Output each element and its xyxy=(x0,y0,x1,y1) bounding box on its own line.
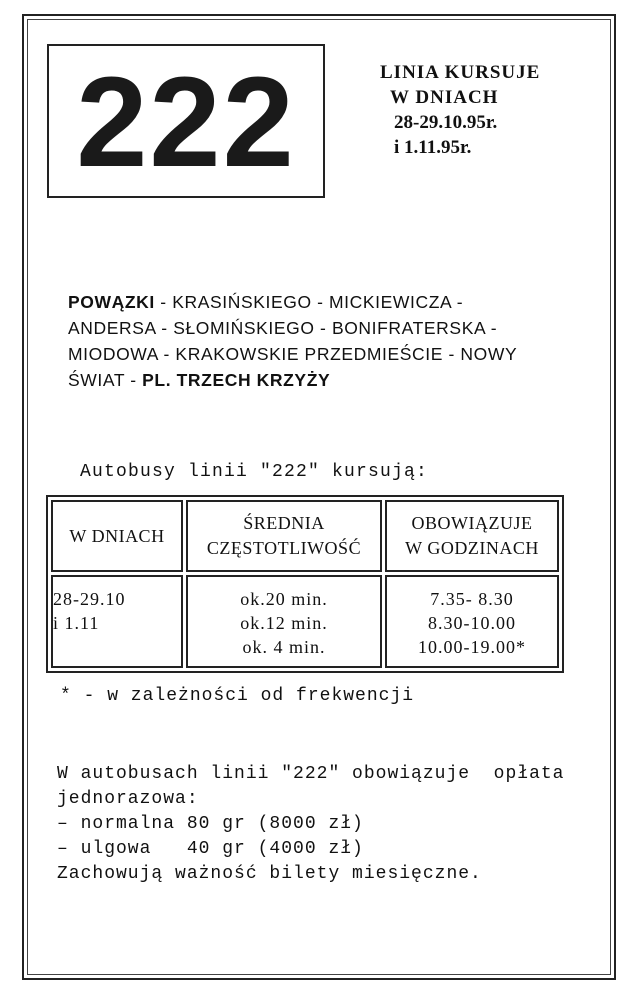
operating-days-line: 28-29.10.95r. xyxy=(394,112,498,133)
operating-days-line: W DNIACH xyxy=(390,87,499,108)
route-segment: PL. TRZECH KRZYŻY xyxy=(142,370,331,390)
fares-line: – ulgowa 40 gr (4000 zł) xyxy=(57,839,364,859)
route-segment: POWĄZKI xyxy=(68,292,155,312)
frequency-value: ok. 4 min. xyxy=(242,637,326,657)
days-value: 28-29.10 xyxy=(53,589,126,609)
hours-value: 10.00-19.00* xyxy=(418,637,526,657)
header-days xyxy=(51,500,183,572)
line-number: 222 xyxy=(76,51,296,194)
route-line xyxy=(68,341,578,367)
hours-value: 8.30-10.00 xyxy=(428,613,516,633)
header-frequency-label: CZĘSTOTLIWOŚĆ xyxy=(206,538,362,558)
operating-days-line: i 1.11.95r. xyxy=(394,137,472,158)
schedule-intro: Autobusy linii "222" kursują: xyxy=(80,462,429,482)
table-row xyxy=(51,575,559,668)
route-line xyxy=(68,367,578,393)
fares-block xyxy=(57,762,564,887)
fares-line: W autobusach linii "222" obowiązuje opłata xyxy=(57,764,565,784)
hours-cell xyxy=(385,575,559,668)
days-value: i 1.11 xyxy=(53,613,100,633)
header-frequency xyxy=(186,500,382,572)
fares-line: – normalna 80 gr (8000 zł) xyxy=(57,814,364,834)
operating-days-block xyxy=(360,60,580,160)
frequency-cell xyxy=(186,575,382,668)
header-frequency-label: ŚREDNIA xyxy=(243,513,325,533)
operating-days-line: LINIA KURSUJE xyxy=(380,62,541,83)
line-number-box xyxy=(47,44,325,198)
fares-line: jednorazowa: xyxy=(57,789,199,809)
frequency-value: ok.20 min. xyxy=(240,589,328,609)
route-segment: - KRASIŃSKIEGO - MICKIEWICZA - xyxy=(154,292,464,312)
schedule-table xyxy=(46,495,564,673)
days-cell xyxy=(51,575,183,668)
fares-line: Zachowują ważność bilety miesięczne. xyxy=(57,864,482,884)
footnote: * - w zależności od frekwencji xyxy=(60,686,415,706)
header-hours-label: W GODZINACH xyxy=(405,538,539,558)
header-days-label: W DNIACH xyxy=(69,525,165,546)
table-header-row xyxy=(51,500,559,572)
route-segment: ANDERSA - SŁOMIŃSKIEGO - BONIFRATERSKA - xyxy=(68,318,498,338)
header-hours-label: OBOWIĄZUJE xyxy=(411,513,533,533)
hours-value: 7.35- 8.30 xyxy=(430,589,514,609)
route-description xyxy=(68,289,578,393)
route-line xyxy=(68,315,578,341)
route-line xyxy=(68,289,578,315)
header-hours xyxy=(385,500,559,572)
route-segment: ŚWIAT - xyxy=(68,370,143,390)
frequency-value: ok.12 min. xyxy=(240,613,328,633)
route-segment: MIODOWA - KRAKOWSKIE PRZEDMIEŚCIE - NOWY xyxy=(68,344,518,364)
